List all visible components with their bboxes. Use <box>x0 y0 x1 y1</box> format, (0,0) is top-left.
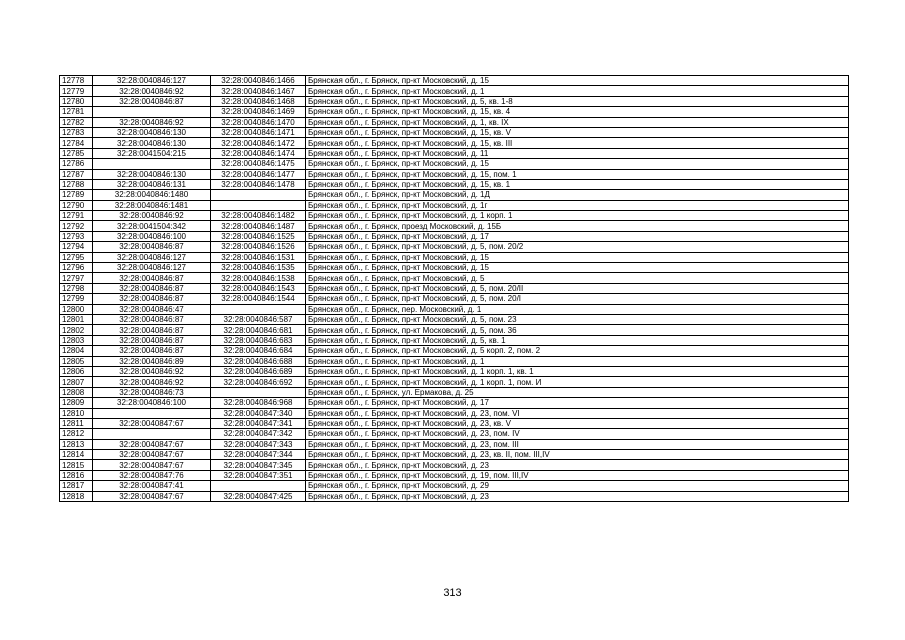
object-cadastral-number-cell: 32:28:0040846:1474 <box>211 148 306 158</box>
parcel-cadastral-number-cell: 32:28:0040846:130 <box>93 138 211 148</box>
object-cadastral-number-cell: 32:28:0040847:341 <box>211 418 306 428</box>
table-row <box>60 138 849 148</box>
parcel-cadastral-number-cell: 32:28:0040846:92 <box>93 377 211 387</box>
row-number-cell: 12805 <box>60 356 93 366</box>
address-cell: Брянская обл., г. Брянск, пр-кт Московский, д. 1 <box>306 86 849 96</box>
parcel-cadastral-number-cell: 32:28:0040846:92 <box>93 117 211 127</box>
row-number-cell: 12813 <box>60 439 93 449</box>
parcel-cadastral-number-cell <box>93 429 211 439</box>
address-cell: Брянская обл., г. Брянск, пр-кт Московский, д. 1, кв. IX <box>306 117 849 127</box>
address-cell: Брянская обл., г. Брянск, пр-кт Московский, д. 17 <box>306 231 849 241</box>
table-row <box>60 460 849 470</box>
address-cell: Брянская обл., г. Брянск, пр-кт Московский, д. 23, пом. VI <box>306 408 849 418</box>
table-row <box>60 491 849 501</box>
address-cell: Брянская обл., г. Брянск, пр-кт Московский, д. 11 <box>306 148 849 158</box>
row-number-cell: 12814 <box>60 450 93 460</box>
row-number-cell: 12786 <box>60 159 93 169</box>
table-row <box>60 252 849 262</box>
object-cadastral-number-cell: 32:28:0040847:342 <box>211 429 306 439</box>
object-cadastral-number-cell: 32:28:0040847:351 <box>211 470 306 480</box>
object-cadastral-number-cell: 32:28:0040846:1478 <box>211 179 306 189</box>
address-cell: Брянская обл., г. Брянск, пер. Московский, д. 1 <box>306 304 849 314</box>
address-cell: Брянская обл., г. Брянск, пр-кт Московский, д. 5 <box>306 273 849 283</box>
table-row <box>60 377 849 387</box>
address-cell: Брянская обл., г. Брянск, пр-кт Московский, д. 15 <box>306 263 849 273</box>
object-cadastral-number-cell: 32:28:0040846:688 <box>211 356 306 366</box>
table-row <box>60 107 849 117</box>
object-cadastral-number-cell: 32:28:0040846:968 <box>211 398 306 408</box>
page-number: 313 <box>443 587 462 599</box>
address-cell: Брянская обл., г. Брянск, пр-кт Московский, д. 23, пом. IV <box>306 429 849 439</box>
object-cadastral-number-cell <box>211 387 306 397</box>
parcel-cadastral-number-cell: 32:28:0040846:87 <box>93 325 211 335</box>
object-cadastral-number-cell: 32:28:0040847:344 <box>211 450 306 460</box>
row-number-cell: 12782 <box>60 117 93 127</box>
parcel-cadastral-number-cell: 32:28:0040846:87 <box>93 294 211 304</box>
table-row <box>60 335 849 345</box>
object-cadastral-number-cell: 32:28:0040847:343 <box>211 439 306 449</box>
object-cadastral-number-cell: 32:28:0040846:1468 <box>211 96 306 106</box>
address-cell: Брянская обл., г. Брянск, пр-кт Московский, д. 5 корп. 2, пом. 2 <box>306 346 849 356</box>
table-row <box>60 242 849 252</box>
address-cell: Брянская обл., г. Брянск, пр-кт Московский, д. 1 <box>306 356 849 366</box>
row-number-cell: 12815 <box>60 460 93 470</box>
parcel-cadastral-number-cell: 32:28:0040846:87 <box>93 335 211 345</box>
address-cell: Брянская обл., г. Брянск, пр-кт Московский, д. 5, пом. 23 <box>306 314 849 324</box>
address-cell: Брянская обл., г. Брянск, пр-кт Московский, д. 17 <box>306 398 849 408</box>
row-number-cell: 12781 <box>60 107 93 117</box>
row-number-cell: 12792 <box>60 221 93 231</box>
parcel-cadastral-number-cell: 32:28:0040847:67 <box>93 491 211 501</box>
table-row <box>60 387 849 397</box>
table-row <box>60 211 849 221</box>
parcel-cadastral-number-cell: 32:28:0040846:130 <box>93 127 211 137</box>
row-number-cell: 12779 <box>60 86 93 96</box>
table-row <box>60 179 849 189</box>
table-row <box>60 169 849 179</box>
row-number-cell: 12778 <box>60 76 93 86</box>
table-row <box>60 470 849 480</box>
table-row <box>60 190 849 200</box>
object-cadastral-number-cell <box>211 190 306 200</box>
object-cadastral-number-cell: 32:28:0040846:1477 <box>211 169 306 179</box>
table-row <box>60 127 849 137</box>
parcel-cadastral-number-cell: 32:28:0040846:127 <box>93 76 211 86</box>
parcel-cadastral-number-cell: 32:28:0040846:87 <box>93 96 211 106</box>
address-cell: Брянская обл., г. Брянск, пр-кт Московский, д. 15, кв. III <box>306 138 849 148</box>
parcel-cadastral-number-cell: 32:28:0040847:67 <box>93 439 211 449</box>
table-row <box>60 366 849 376</box>
parcel-cadastral-number-cell: 32:28:0040846:87 <box>93 242 211 252</box>
parcel-cadastral-number-cell: 32:28:0040847:76 <box>93 470 211 480</box>
object-cadastral-number-cell: 32:28:0040846:692 <box>211 377 306 387</box>
address-cell: Брянская обл., г. Брянск, пр-кт Московский, д. 5, пом. 36 <box>306 325 849 335</box>
row-number-cell: 12784 <box>60 138 93 148</box>
object-cadastral-number-cell: 32:28:0040846:689 <box>211 366 306 376</box>
row-number-cell: 12794 <box>60 242 93 252</box>
parcel-cadastral-number-cell: 32:28:0040846:100 <box>93 231 211 241</box>
object-cadastral-number-cell: 32:28:0040846:1471 <box>211 127 306 137</box>
object-cadastral-number-cell: 32:28:0040846:587 <box>211 314 306 324</box>
parcel-cadastral-number-cell: 32:28:0040846:47 <box>93 304 211 314</box>
table-row <box>60 148 849 158</box>
parcel-cadastral-number-cell: 32:28:0040846:73 <box>93 387 211 397</box>
object-cadastral-number-cell: 32:28:0040846:684 <box>211 346 306 356</box>
object-cadastral-number-cell: 32:28:0040846:1487 <box>211 221 306 231</box>
table-row <box>60 450 849 460</box>
object-cadastral-number-cell: 32:28:0040846:1535 <box>211 263 306 273</box>
row-number-cell: 12807 <box>60 377 93 387</box>
table-row <box>60 346 849 356</box>
row-number-cell: 12788 <box>60 179 93 189</box>
object-cadastral-number-cell: 32:28:0040847:425 <box>211 491 306 501</box>
parcel-cadastral-number-cell: 32:28:0040846:87 <box>93 283 211 293</box>
object-cadastral-number-cell: 32:28:0040846:1538 <box>211 273 306 283</box>
parcel-cadastral-number-cell: 32:28:0040846:87 <box>93 273 211 283</box>
parcel-cadastral-number-cell: 32:28:0040846:1481 <box>93 200 211 210</box>
table-row <box>60 304 849 314</box>
parcel-cadastral-number-cell: 32:28:0040847:67 <box>93 418 211 428</box>
address-cell: Брянская обл., г. Брянск, пр-кт Московский, д. 29 <box>306 481 849 491</box>
object-cadastral-number-cell <box>211 304 306 314</box>
address-cell: Брянская обл., г. Брянск, пр-кт Московский, д. 23, пом. III <box>306 439 849 449</box>
table-row <box>60 429 849 439</box>
table-row <box>60 439 849 449</box>
table-row <box>60 96 849 106</box>
table-row <box>60 294 849 304</box>
row-number-cell: 12811 <box>60 418 93 428</box>
row-number-cell: 12789 <box>60 190 93 200</box>
parcel-cadastral-number-cell: 32:28:0040846:100 <box>93 398 211 408</box>
address-cell: Брянская обл., г. Брянск, проезд Московский, д. 15Б <box>306 221 849 231</box>
address-cell: Брянская обл., г. Брянск, пр-кт Московский, д. 15, кв. V <box>306 127 849 137</box>
row-number-cell: 12797 <box>60 273 93 283</box>
row-number-cell: 12804 <box>60 346 93 356</box>
address-cell: Брянская обл., г. Брянск, ул. Ермакова, д. 25 <box>306 387 849 397</box>
address-cell: Брянская обл., г. Брянск, пр-кт Московский, д. 1 корп. 1 <box>306 211 849 221</box>
address-cell: Брянская обл., г. Брянск, пр-кт Московский, д. 23 <box>306 491 849 501</box>
object-cadastral-number-cell: 32:28:0040846:1472 <box>211 138 306 148</box>
row-number-cell: 12785 <box>60 148 93 158</box>
row-number-cell: 12795 <box>60 252 93 262</box>
row-number-cell: 12818 <box>60 491 93 501</box>
parcel-cadastral-number-cell: 32:28:0040846:131 <box>93 179 211 189</box>
object-cadastral-number-cell: 32:28:0040846:1470 <box>211 117 306 127</box>
address-cell: Брянская обл., г. Брянск, пр-кт Московский, д. 5, пом. 20/2 <box>306 242 849 252</box>
object-cadastral-number-cell: 32:28:0040846:683 <box>211 335 306 345</box>
address-cell: Брянская обл., г. Брянск, пр-кт Московский, д. 1 корп. 1, кв. 1 <box>306 366 849 376</box>
parcel-cadastral-number-cell: 32:28:0040846:127 <box>93 252 211 262</box>
object-cadastral-number-cell <box>211 200 306 210</box>
table-row <box>60 76 849 86</box>
object-cadastral-number-cell: 32:28:0040847:340 <box>211 408 306 418</box>
table-row <box>60 325 849 335</box>
object-cadastral-number-cell: 32:28:0040847:345 <box>211 460 306 470</box>
object-cadastral-number-cell: 32:28:0040846:681 <box>211 325 306 335</box>
parcel-cadastral-number-cell: 32:28:0040846:127 <box>93 263 211 273</box>
row-number-cell: 12817 <box>60 481 93 491</box>
parcel-cadastral-number-cell: 32:28:0040846:92 <box>93 366 211 376</box>
row-number-cell: 12800 <box>60 304 93 314</box>
address-cell: Брянская обл., г. Брянск, пр-кт Московский, д. 23, кв. II, пом. III,IV <box>306 450 849 460</box>
object-cadastral-number-cell: 32:28:0040846:1467 <box>211 86 306 96</box>
object-cadastral-number-cell: 32:28:0040846:1466 <box>211 76 306 86</box>
parcel-cadastral-number-cell: 32:28:0040846:1480 <box>93 190 211 200</box>
table-row <box>60 283 849 293</box>
parcel-cadastral-number-cell: 32:28:0040846:92 <box>93 86 211 96</box>
parcel-cadastral-number-cell: 32:28:0040847:67 <box>93 450 211 460</box>
address-cell: Брянская обл., г. Брянск, пр-кт Московский, д. 23, кв. V <box>306 418 849 428</box>
address-cell: Брянская обл., г. Брянск, пр-кт Московский, д. 15 <box>306 252 849 262</box>
address-cell: Брянская обл., г. Брянск, пр-кт Московский, д. 19, пом. III,IV <box>306 470 849 480</box>
parcel-cadastral-number-cell: 32:28:0040847:41 <box>93 481 211 491</box>
parcel-cadastral-number-cell: 32:28:0040846:87 <box>93 346 211 356</box>
row-number-cell: 12796 <box>60 263 93 273</box>
address-cell: Брянская обл., г. Брянск, пр-кт Московский, д. 5, кв. 1 <box>306 335 849 345</box>
row-number-cell: 12798 <box>60 283 93 293</box>
table-row <box>60 356 849 366</box>
address-cell: Брянская обл., г. Брянск, пр-кт Московский, д. 1г <box>306 200 849 210</box>
object-cadastral-number-cell: 32:28:0040846:1544 <box>211 294 306 304</box>
object-cadastral-number-cell <box>211 481 306 491</box>
object-cadastral-number-cell: 32:28:0040846:1482 <box>211 211 306 221</box>
address-cell: Брянская обл., г. Брянск, пр-кт Московский, д. 15 <box>306 159 849 169</box>
row-number-cell: 12791 <box>60 211 93 221</box>
table-row <box>60 159 849 169</box>
table-row <box>60 263 849 273</box>
parcel-cadastral-number-cell: 32:28:0040846:87 <box>93 314 211 324</box>
parcel-cadastral-number-cell: 32:28:0041504:215 <box>93 148 211 158</box>
row-number-cell: 12806 <box>60 366 93 376</box>
parcel-cadastral-number-cell <box>93 159 211 169</box>
address-cell: Брянская обл., г. Брянск, пр-кт Московский, д. 5, пом. 20/I <box>306 294 849 304</box>
row-number-cell: 12780 <box>60 96 93 106</box>
table-row <box>60 418 849 428</box>
parcel-cadastral-number-cell: 32:28:0041504:342 <box>93 221 211 231</box>
row-number-cell: 12783 <box>60 127 93 137</box>
table-row <box>60 314 849 324</box>
parcel-cadastral-number-cell <box>93 107 211 117</box>
row-number-cell: 12803 <box>60 335 93 345</box>
parcel-cadastral-number-cell: 32:28:0040846:130 <box>93 169 211 179</box>
table-row <box>60 273 849 283</box>
object-cadastral-number-cell: 32:28:0040846:1543 <box>211 283 306 293</box>
address-cell: Брянская обл., г. Брянск, пр-кт Московский, д. 15, пом. 1 <box>306 169 849 179</box>
address-cell: Брянская обл., г. Брянск, пр-кт Московский, д. 1Д <box>306 190 849 200</box>
cadastral-registry-table <box>59 75 849 502</box>
table-row <box>60 221 849 231</box>
parcel-cadastral-number-cell: 32:28:0040846:89 <box>93 356 211 366</box>
table-row <box>60 398 849 408</box>
table-row <box>60 408 849 418</box>
address-cell: Брянская обл., г. Брянск, пр-кт Московский, д. 1 корп. 1, пом. И <box>306 377 849 387</box>
parcel-cadastral-number-cell: 32:28:0040847:67 <box>93 460 211 470</box>
row-number-cell: 12812 <box>60 429 93 439</box>
row-number-cell: 12790 <box>60 200 93 210</box>
table-row <box>60 231 849 241</box>
row-number-cell: 12801 <box>60 314 93 324</box>
registry-table-body <box>60 76 849 502</box>
table-row <box>60 200 849 210</box>
object-cadastral-number-cell: 32:28:0040846:1469 <box>211 107 306 117</box>
address-cell: Брянская обл., г. Брянск, пр-кт Московский, д. 23 <box>306 460 849 470</box>
address-cell: Брянская обл., г. Брянск, пр-кт Московский, д. 15, кв. 1 <box>306 179 849 189</box>
object-cadastral-number-cell: 32:28:0040846:1526 <box>211 242 306 252</box>
object-cadastral-number-cell: 32:28:0040846:1475 <box>211 159 306 169</box>
row-number-cell: 12787 <box>60 169 93 179</box>
address-cell: Брянская обл., г. Брянск, пр-кт Московский, д. 5, пом. 20/II <box>306 283 849 293</box>
address-cell: Брянская обл., г. Брянск, пр-кт Московский, д. 15, кв. 4 <box>306 107 849 117</box>
row-number-cell: 12793 <box>60 231 93 241</box>
table-row <box>60 86 849 96</box>
row-number-cell: 12809 <box>60 398 93 408</box>
row-number-cell: 12816 <box>60 470 93 480</box>
row-number-cell: 12802 <box>60 325 93 335</box>
object-cadastral-number-cell: 32:28:0040846:1531 <box>211 252 306 262</box>
object-cadastral-number-cell: 32:28:0040846:1525 <box>211 231 306 241</box>
parcel-cadastral-number-cell <box>93 408 211 418</box>
row-number-cell: 12808 <box>60 387 93 397</box>
table-row <box>60 481 849 491</box>
row-number-cell: 12799 <box>60 294 93 304</box>
table-row <box>60 117 849 127</box>
parcel-cadastral-number-cell: 32:28:0040846:92 <box>93 211 211 221</box>
address-cell: Брянская обл., г. Брянск, пр-кт Московский, д. 15 <box>306 76 849 86</box>
address-cell: Брянская обл., г. Брянск, пр-кт Московский, д. 5, кв. 1-8 <box>306 96 849 106</box>
row-number-cell: 12810 <box>60 408 93 418</box>
